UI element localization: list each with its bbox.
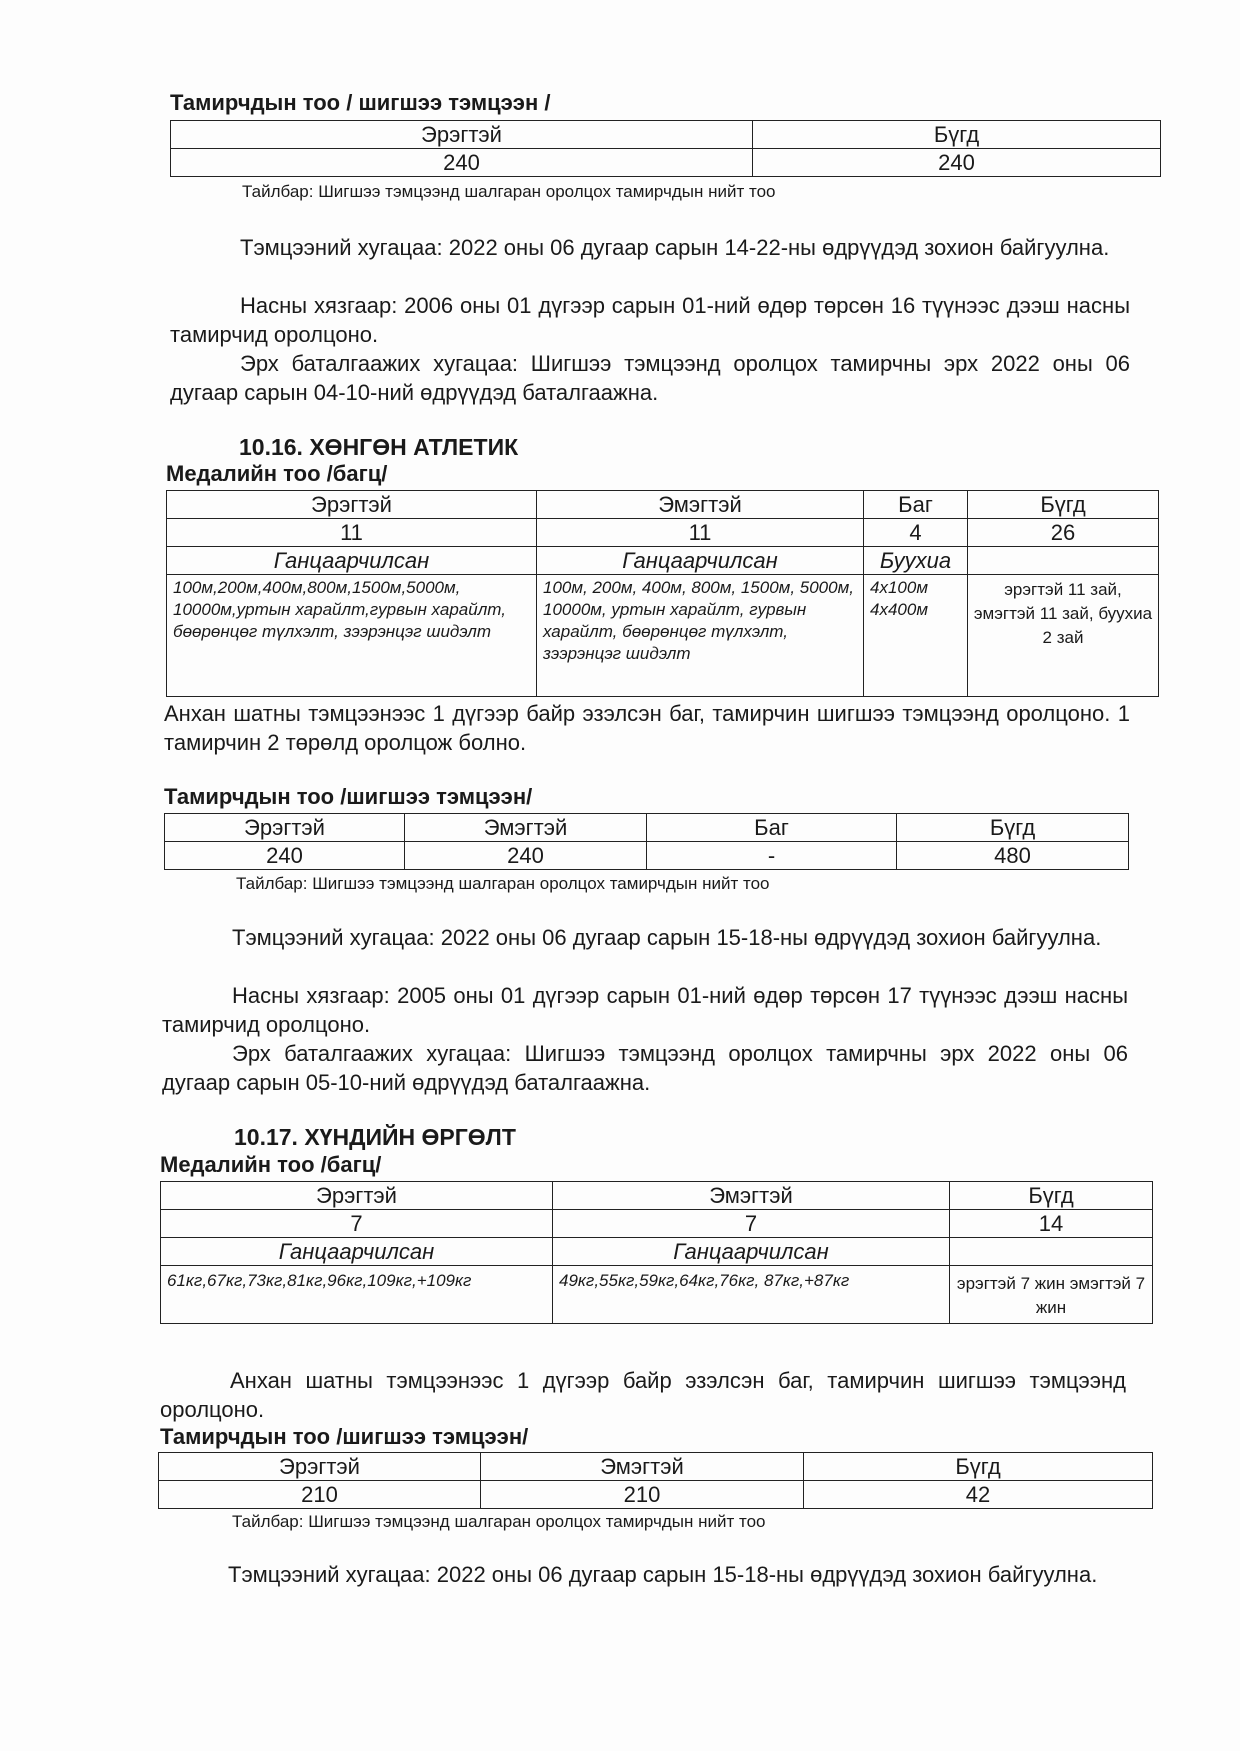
value-cell: 11 — [167, 519, 537, 547]
events-total-cell: эрэгтэй 11 зай, эмэгтэй 11 зай, буухиа 2 зай — [968, 575, 1159, 697]
table-row — [167, 519, 1159, 547]
athlete-count-heading: Тамирчдын тоо /шигшээ тэмцээн/ — [164, 784, 533, 809]
table-header-row — [159, 1453, 1153, 1481]
header-cell: Бүгд — [950, 1182, 1153, 1210]
weightlifting-athlete-table — [158, 1452, 1153, 1509]
athlete-count-table — [170, 120, 1161, 177]
type-cell — [950, 1238, 1153, 1266]
header-cell: Эмэгтэй — [553, 1182, 950, 1210]
value-cell: 240 — [165, 842, 405, 870]
value-cell: 4 — [864, 519, 968, 547]
value-cell: 480 — [897, 842, 1129, 870]
table-note: Тайлбар: Шигшээ тэмцээнд шалгаран оролцох тамирчдын нийт тоо — [242, 182, 776, 201]
type-cell: Ганцаарчилсан — [167, 547, 537, 575]
table-note: Тайлбар: Шигшээ тэмцээнд шалгаран оролцох тамирчдын нийт тоо — [232, 1512, 766, 1531]
table-row — [161, 1238, 1153, 1266]
qualification-paragraph: Анхан шатны тэмцээнээс 1 дүгээр байр эзэлсэн баг, тамирчин шигшээ тэмцээнд оролцоно. 1 тамирчин 2 төрөлд оролцож болно. — [164, 701, 1130, 755]
paragraph-duration: Тэмцээний хугацаа: 2022 оны 06 дугаар сарын 15-18-ны өдрүүдэд зохион байгуулна. — [232, 925, 1102, 950]
events-women-cell: 100м, 200м, 400м, 800м, 1500м, 5000м, 10000м, уртын харайлт, гурвын харайлт, бөөрөнцөг түлхэлт, зээрэнцэг шидэлт — [537, 575, 864, 697]
value-cell: 26 — [968, 519, 1159, 547]
athletics-athlete-table — [164, 813, 1129, 870]
table-header-row — [167, 491, 1159, 519]
header-cell: Баг — [864, 491, 968, 519]
header-cell: Бүгд — [897, 814, 1129, 842]
paragraph-age-limit: Насны хязгаар: 2006 оны 01 дүгээр сарын 01-ний өдөр төрсөн 16 түүнээс дээш насны тамирчид оролцоно. — [170, 293, 1130, 347]
value-cell: 7 — [161, 1210, 553, 1238]
table-header-row — [171, 121, 1161, 149]
header-cell: Эрэгтэй — [167, 491, 537, 519]
header-cell: Баг — [647, 814, 897, 842]
paragraph-registration: Эрх баталгаажих хугацаа: Шигшээ тэмцээнд оролцох тамирчны эрх 2022 оны 06 дугаар сарын 05-10-ний өдрүүдэд баталгаажна. — [162, 1041, 1128, 1095]
header-cell: Бүгд — [753, 121, 1161, 149]
paragraph-duration: Тэмцээний хугацаа: 2022 оны 06 дугаар сарын 14-22-ны өдрүүдэд зохион байгуулна. — [240, 235, 1110, 260]
table-row — [165, 842, 1129, 870]
type-cell: Ганцаарчилсан — [553, 1238, 950, 1266]
paragraph-registration: Эрх баталгаажих хугацаа: Шигшээ тэмцээнд оролцох тамирчны эрх 2022 оны 06 дугаар сарын 04-10-ний өдрүүдэд баталгаажна. — [170, 351, 1130, 405]
events-women-cell: 49кг,55кг,59кг,64кг,76кг, 87кг,+87кг — [553, 1266, 950, 1324]
events-total-cell: эрэгтэй 7 жин эмэгтэй 7 жин — [950, 1266, 1153, 1324]
header-cell: Эрэгтэй — [161, 1182, 553, 1210]
section-title-athletics: 10.16. ХӨНГӨН АТЛЕТИК — [239, 434, 519, 460]
qualification-paragraph: Анхан шатны тэмцээнээс 1 дүгээр байр эзэлсэн баг, тамирчин шигшээ тэмцээнд оролцоно. — [160, 1368, 1126, 1422]
value-cell: 240 — [753, 149, 1161, 177]
type-cell: Буухиа — [864, 547, 968, 575]
value-cell: 210 — [481, 1481, 804, 1509]
table-header-row — [165, 814, 1129, 842]
table-row — [159, 1481, 1153, 1509]
header-cell: Эмэгтэй — [537, 491, 864, 519]
table-row — [161, 1266, 1153, 1324]
athletics-medal-table — [166, 490, 1159, 697]
table-header-row — [161, 1182, 1153, 1210]
value-cell: 42 — [804, 1481, 1153, 1509]
header-cell: Эмэгтэй — [405, 814, 647, 842]
section-title-weightlifting: 10.17. ХҮНДИЙН ӨРГӨЛТ — [234, 1124, 516, 1150]
table-row — [167, 575, 1159, 697]
medal-count-heading: Медалийн тоо /багц/ — [166, 461, 388, 486]
events-team-cell: 4x100м 4x400м — [864, 575, 968, 697]
weightlifting-medal-table — [160, 1181, 1153, 1324]
table-row — [171, 149, 1161, 177]
athlete-count-heading: Тамирчдын тоо / шигшээ тэмцээн / — [170, 90, 551, 115]
value-cell: - — [647, 842, 897, 870]
header-cell: Бүгд — [804, 1453, 1153, 1481]
type-cell: Ганцаарчилсан — [537, 547, 864, 575]
paragraph-duration: Тэмцээний хугацаа: 2022 оны 06 дугаар сарын 15-18-ны өдрүүдэд зохион байгуулна. — [228, 1562, 1098, 1587]
value-cell: 11 — [537, 519, 864, 547]
header-cell: Эмэгтэй — [481, 1453, 804, 1481]
medal-count-heading: Медалийн тоо /багц/ — [160, 1152, 382, 1177]
header-cell: Бүгд — [968, 491, 1159, 519]
value-cell: 14 — [950, 1210, 1153, 1238]
events-men-cell: 61кг,67кг,73кг,81кг,96кг,109кг,+109кг — [161, 1266, 553, 1324]
paragraph-age-limit: Насны хязгаар: 2005 оны 01 дүгээр сарын 01-ний өдөр төрсөн 17 түүнээс дээш насны тамирчид оролцоно. — [162, 983, 1128, 1037]
athlete-count-heading: Тамирчдын тоо /шигшээ тэмцээн/ — [160, 1424, 529, 1449]
type-cell: Ганцаарчилсан — [161, 1238, 553, 1266]
header-cell: Эрэгтэй — [159, 1453, 481, 1481]
table-note: Тайлбар: Шигшээ тэмцээнд шалгаран оролцох тамирчдын нийт тоо — [236, 874, 770, 893]
events-men-cell: 100м,200м,400м,800м,1500м,5000м, 10000м,уртын харайлт,гурвын харайлт, бөөрөнцөг түлхэлт, зээрэнцэг шидэлт — [167, 575, 537, 697]
value-cell: 240 — [405, 842, 647, 870]
type-cell — [968, 547, 1159, 575]
value-cell: 240 — [171, 149, 753, 177]
value-cell: 7 — [553, 1210, 950, 1238]
header-cell: Эрэгтэй — [165, 814, 405, 842]
header-cell: Эрэгтэй — [171, 121, 753, 149]
table-row — [167, 547, 1159, 575]
table-row — [161, 1210, 1153, 1238]
value-cell: 210 — [159, 1481, 481, 1509]
